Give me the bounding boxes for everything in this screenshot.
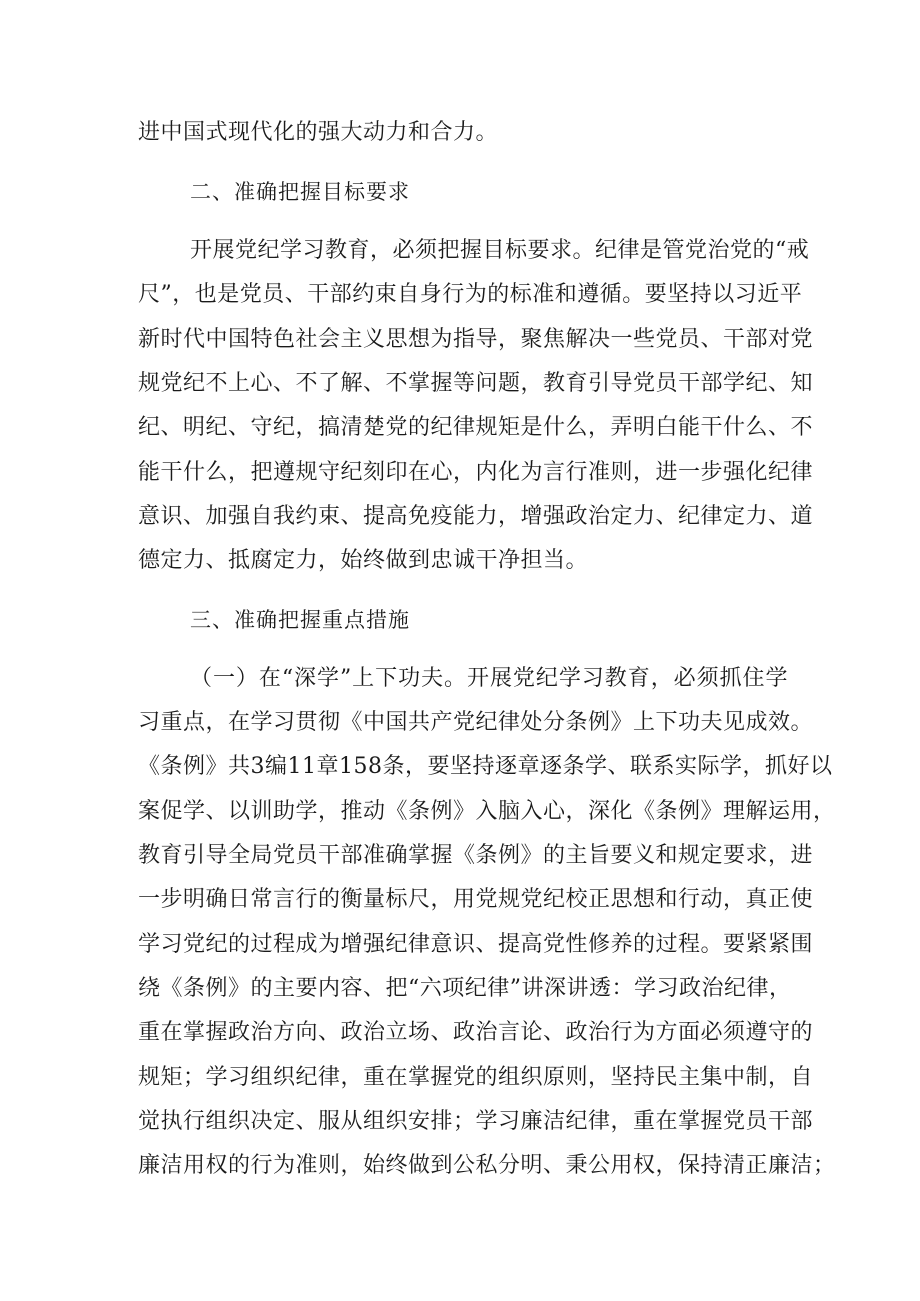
paragraph-line: 尺”，也是党员、干部约束自身行为的标准和遵循。要坚持以习近平 bbox=[138, 282, 803, 307]
paragraph-line: 德定力、抵腐定力，始终做到忠诚干净担当。 bbox=[138, 548, 589, 573]
section-heading-2: 二、准确把握目标要求 bbox=[190, 180, 410, 204]
paragraph-line: 觉执行组织决定、服从组织安排；学习廉洁纪律，重在掌握党员干部 bbox=[138, 1109, 814, 1134]
paragraph-line: 《条例》共3编11章158条，要坚持逐章逐条学、联系实际学，抓好以 bbox=[138, 754, 833, 779]
paragraph-line: 重在掌握政治方向、政治立场、政治言论、政治行为方面必须遵守的 bbox=[138, 1020, 814, 1045]
paragraph-line: 规党纪不上心、不了解、不掌握等问题，教育引导党员干部学纪、知 bbox=[138, 371, 814, 396]
paragraph-line: 学习党纪的过程成为增强纪律意识、提高党性修养的过程。要紧紧围 bbox=[138, 932, 814, 957]
paragraph-line: 案促学、以训助学，推动《条例》入脑入心，深化《条例》理解运用， bbox=[138, 799, 836, 824]
paragraph-line: 能干什么，把遵规守纪刻印在心，内化为言行准则，进一步强化纪律 bbox=[138, 460, 814, 485]
paragraph-line: 意识、加强自我约束、提高免疫能力，增强政治定力、纪律定力、道 bbox=[138, 504, 814, 529]
paragraph-line: 开展党纪学习教育，必须把握目标要求。纪律是管党治党的“戒 bbox=[190, 238, 810, 263]
paragraph-line: 进中国式现代化的强大动力和合力。 bbox=[138, 120, 499, 145]
paragraph-line: （一）在“深学”上下功夫。开展党纪学习教育，必须抓住学 bbox=[190, 666, 788, 691]
paragraph-line: 纪、明纪、守纪，搞清楚党的纪律规矩是什么，弄明白能干什么、不 bbox=[138, 415, 814, 440]
paragraph-line: 规矩；学习组织纪律，重在掌握党的组织原则，坚持民主集中制，自 bbox=[138, 1065, 814, 1090]
paragraph-line: 新时代中国特色社会主义思想为指导，聚焦解决一些党员、干部对党 bbox=[138, 327, 814, 352]
paragraph-line: 一步明确日常言行的衡量标尺，用党规党纪校正思想和行动，真正使 bbox=[138, 887, 814, 912]
paragraph-line: 廉洁用权的行为准则，始终做到公私分明、秉公用权，保持清正廉洁； bbox=[138, 1153, 836, 1178]
paragraph-line: 教育引导全局党员干部准确掌握《条例》的主旨要义和规定要求，进 bbox=[138, 843, 814, 868]
section-heading-3: 三、准确把握重点措施 bbox=[190, 608, 410, 632]
paragraph-line: 绕《条例》的主要内容、把“六项纪律”讲深讲透：学习政治纪律， bbox=[138, 976, 792, 1001]
paragraph-line: 习重点，在学习贯彻《中国共产党纪律处分条例》上下功夫见成效。 bbox=[138, 710, 814, 735]
